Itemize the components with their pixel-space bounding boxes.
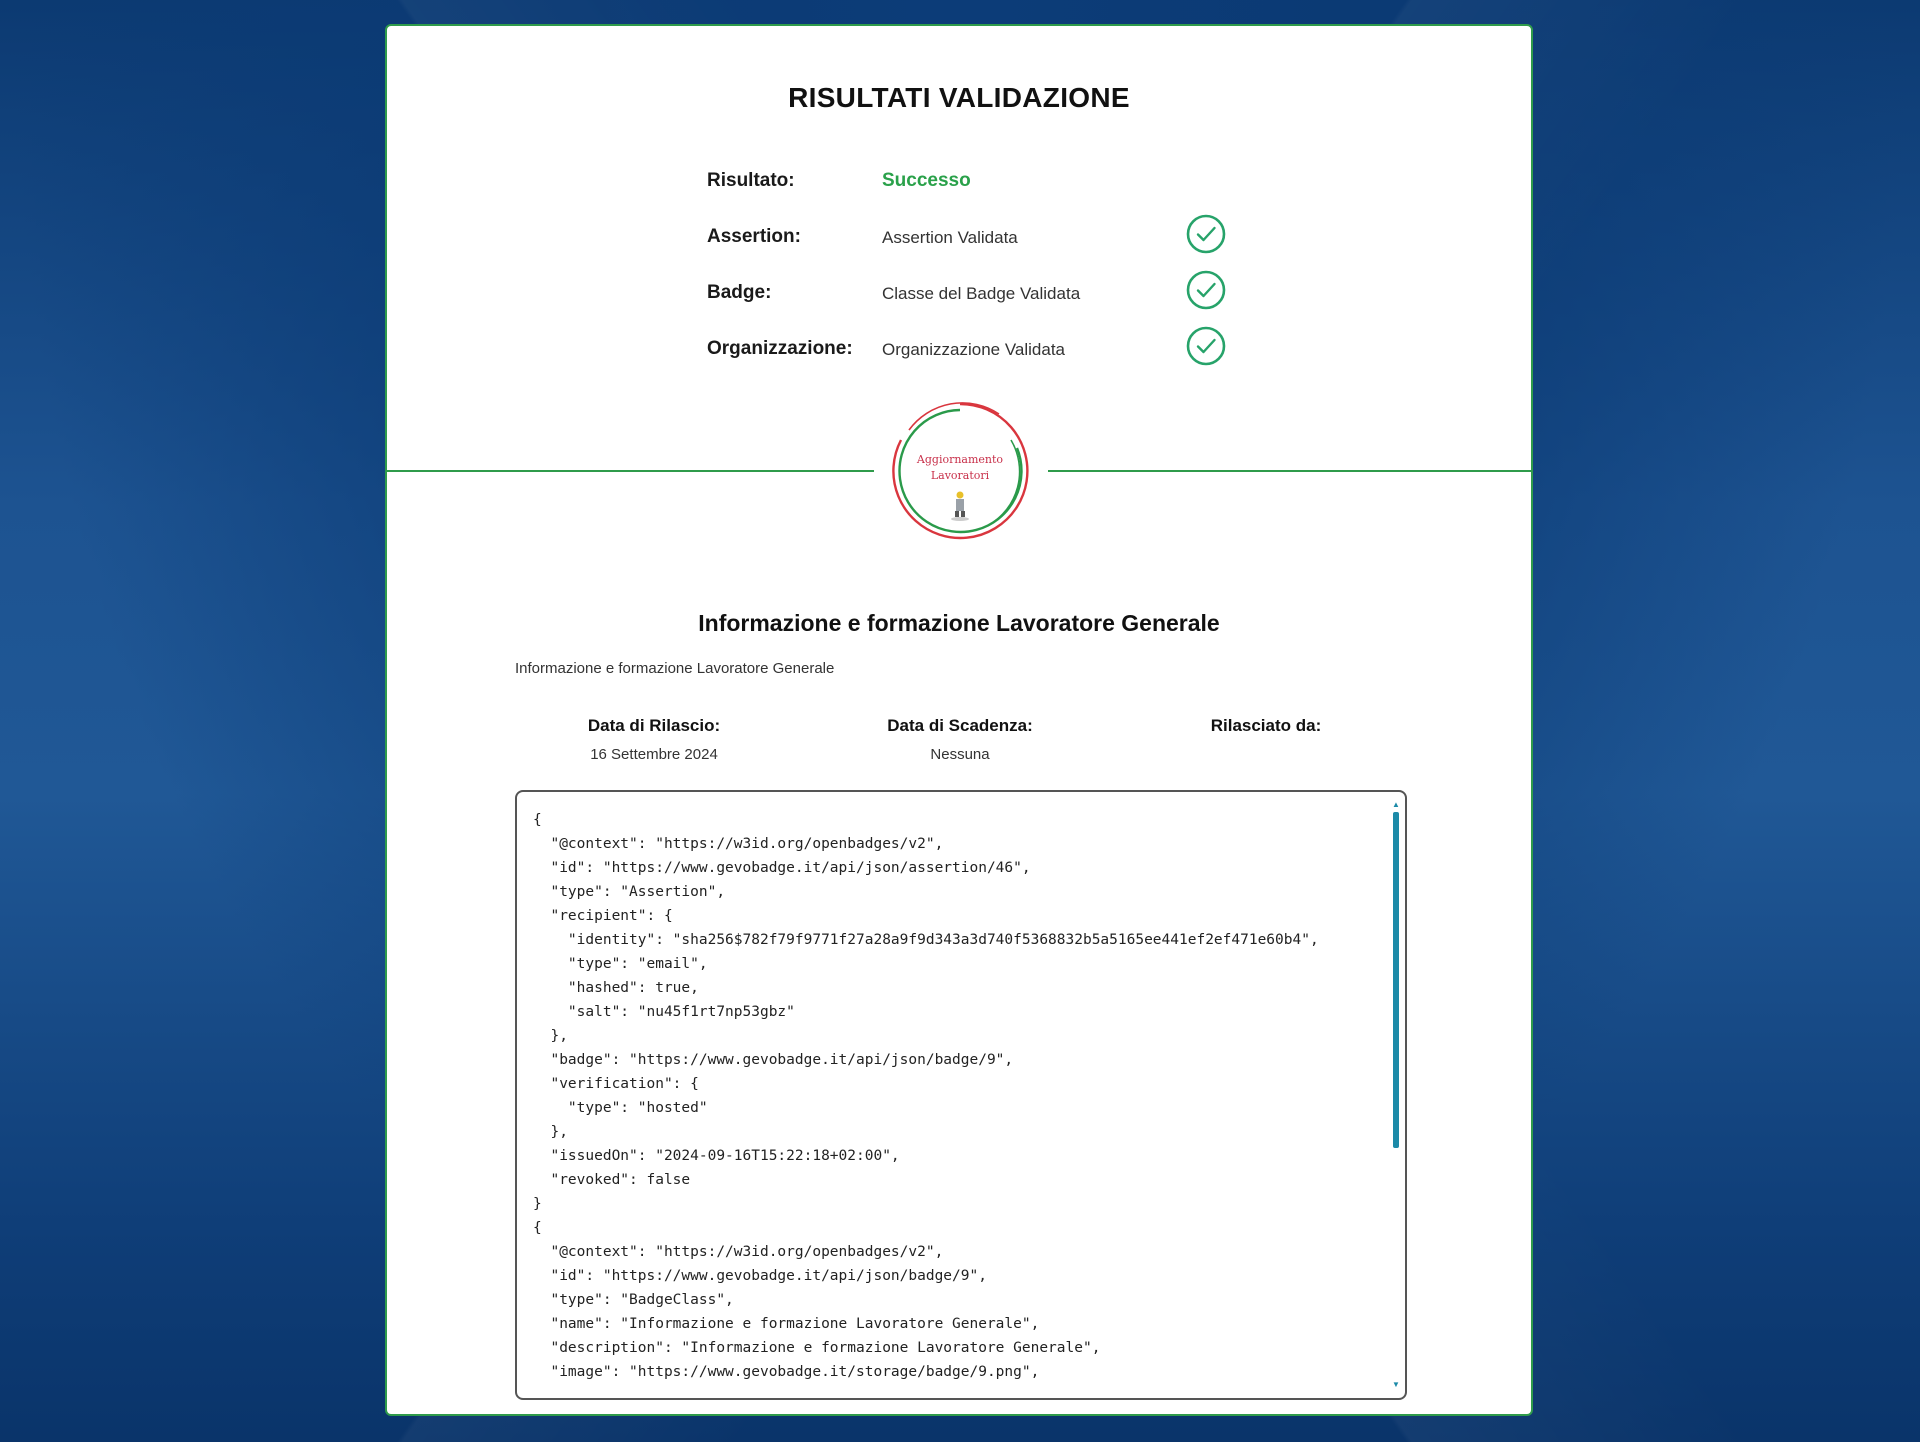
issue-date-label: Data di Rilascio: (587, 716, 721, 735)
result-status-value: Successo (882, 170, 971, 191)
issuer-label: Rilasciato da: (1210, 716, 1322, 735)
result-row-assertion (707, 214, 1227, 270)
section-divider-left (387, 470, 874, 472)
check-circle-icon (1186, 214, 1226, 254)
result-value: Organizzazione Validata (882, 340, 1066, 359)
result-row-badge (707, 270, 1227, 326)
scroll-down-arrow-icon[interactable]: ▼ (1392, 1380, 1400, 1389)
result-label: Risultato: (707, 170, 795, 191)
result-label: Assertion: (707, 226, 801, 247)
result-label: Organizzazione: (707, 338, 853, 359)
scroll-up-arrow-icon[interactable]: ▲ (1392, 800, 1400, 809)
badge-image (889, 400, 1031, 542)
result-label: Badge: (707, 282, 772, 303)
section-divider-right (1048, 470, 1533, 472)
issue-date-value: 16 Settembre 2024 (590, 746, 718, 763)
issue-date (524, 716, 784, 763)
expiry-date (830, 716, 1090, 763)
issuer (1136, 716, 1396, 746)
badge-description: Informazione e formazione Lavoratore Generale (515, 660, 835, 677)
result-value: Classe del Badge Validata (882, 284, 1081, 303)
check-circle-icon (1186, 270, 1226, 310)
result-row-risultato (707, 158, 1227, 214)
expiry-date-value: Nessuna (930, 746, 990, 763)
badge-image-text-line1: Aggiornamento (916, 453, 1004, 466)
validation-results-card (385, 24, 1533, 1416)
scrollbar-thumb[interactable] (1393, 812, 1399, 1148)
result-row-organizzazione (707, 326, 1227, 382)
badge-image-text-line2: Lavoratori (930, 469, 990, 482)
check-circle-icon (1186, 326, 1226, 366)
validation-result-table (707, 158, 1227, 382)
json-content: { "@context": "https://w3id.org/openbadges/v2", "id": "https://www.gevobadge.it/api/json/assertion/46", "type": "Assertion", "recipient": { "identity": "sha256$782f79f9771f27a28a9f9d343a3d740f5368832b5a5165ee441ef2ef471e60b4", "type": "email", "hashed": true, "salt": "nu45f1rt7np53gbz" }, "badge": "https://www.gevobadge.it/api/json/badge/9", "verification": { "type": "hosted" }, "issuedOn": "2024-09-16T15:22:18+02:00", "revoked": false } { "@context": "https://w3id.org/openbadges/v2", "id": "https://www.gevobadge.it/api/json/badge/9", "type": "BadgeClass", "name": "Informazione e formazione Lavoratore Generale", "description": "Informazione e formazione Lavoratore Generale", "image": "https://www.gevobadge.it/storage/badge/9.png", (533, 812, 1319, 1380)
json-textarea[interactable] (515, 790, 1407, 1400)
result-value: Assertion Validata (882, 228, 1018, 247)
page-title: RISULTATI VALIDAZIONE (788, 82, 1130, 113)
badge-name: Informazione e formazione Lavoratore Generale (698, 610, 1220, 636)
expiry-date-label: Data di Scadenza: (887, 716, 1033, 735)
